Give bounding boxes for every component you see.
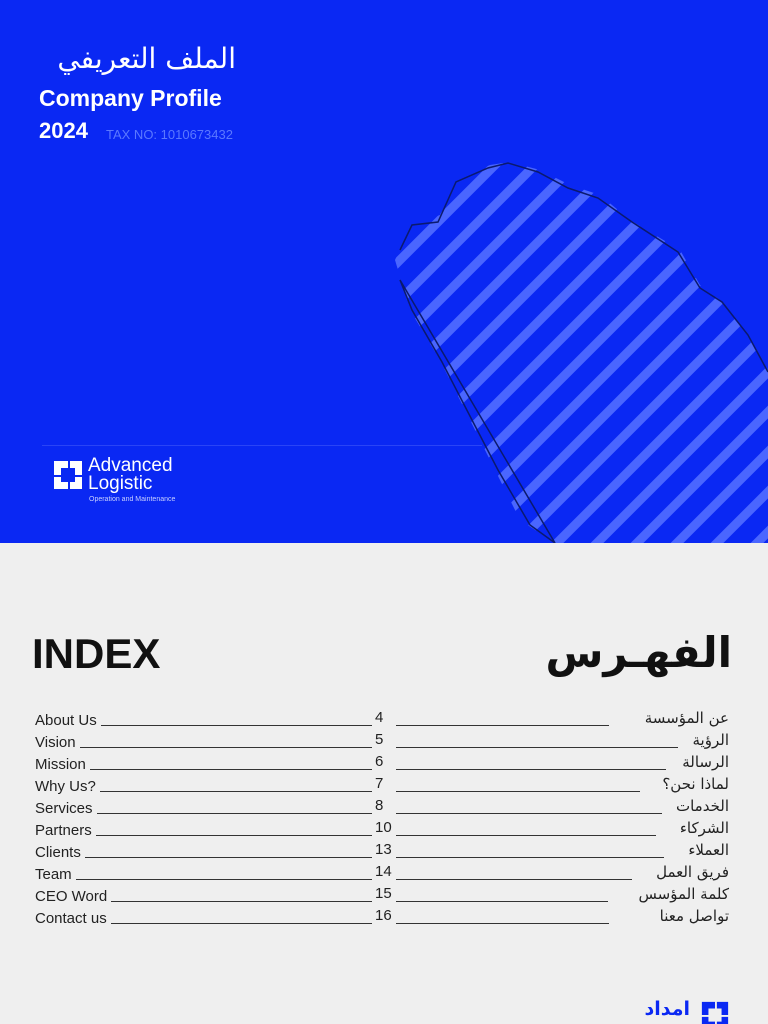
toc-row[interactable] bbox=[0, 841, 768, 863]
toc-label-english: CEO Word bbox=[35, 888, 111, 905]
title-english: Company Profile bbox=[39, 85, 222, 111]
logo-tagline: Operation and Maintenance bbox=[89, 496, 176, 503]
leader-line bbox=[396, 747, 678, 748]
toc-page-number: 15 bbox=[375, 885, 392, 902]
toc-label-arabic: الخدمات bbox=[675, 797, 729, 815]
leader-line bbox=[396, 813, 662, 814]
toc-page-number: 8 bbox=[375, 797, 384, 814]
company-logo bbox=[52, 457, 212, 509]
toc-row[interactable] bbox=[0, 775, 768, 797]
toc-page-number: 16 bbox=[375, 907, 392, 924]
toc-label-arabic: كلمة المؤسس bbox=[638, 885, 729, 903]
toc-page-number: 4 bbox=[375, 709, 384, 726]
toc-label-english: Mission bbox=[35, 756, 90, 773]
toc-page-number: 14 bbox=[375, 863, 392, 880]
toc-row[interactable] bbox=[0, 709, 768, 731]
cover-divider bbox=[42, 445, 482, 446]
toc-row[interactable] bbox=[0, 731, 768, 753]
leader-line bbox=[396, 725, 609, 726]
leader-line bbox=[396, 769, 666, 770]
toc-page-number: 13 bbox=[375, 841, 392, 858]
tax-number: TAX NO: 1010673432 bbox=[106, 127, 233, 142]
toc-label-arabic: الرسالة bbox=[682, 753, 729, 771]
leader-line bbox=[396, 791, 640, 792]
toc-row[interactable] bbox=[0, 863, 768, 885]
leader-line bbox=[396, 901, 608, 902]
toc-page-number: 5 bbox=[375, 731, 384, 748]
leader-line bbox=[35, 747, 372, 748]
toc-row[interactable] bbox=[0, 797, 768, 819]
toc-label-english: Team bbox=[35, 866, 76, 883]
index-title-arabic: الفهـرس bbox=[545, 628, 732, 677]
logo-text-advanced: Advanced bbox=[88, 455, 173, 476]
toc-label-english: Why Us? bbox=[35, 778, 100, 795]
toc-label-arabic: الرؤية bbox=[692, 731, 729, 749]
toc-label-arabic: الشركاء bbox=[679, 819, 729, 837]
logo-text-logistic: Logistic bbox=[88, 473, 153, 494]
toc-row[interactable] bbox=[0, 753, 768, 775]
toc-label-english: Services bbox=[35, 800, 97, 817]
toc-label-english: About Us bbox=[35, 712, 101, 729]
index-title-english: INDEX bbox=[32, 630, 161, 677]
leader-line bbox=[35, 857, 372, 858]
toc-page-number: 7 bbox=[375, 775, 384, 792]
year-label: 2024 bbox=[39, 118, 88, 143]
toc-label-arabic: العملاء bbox=[688, 841, 729, 859]
toc-label-arabic: فريق العمل bbox=[656, 863, 729, 881]
diagonal-stripes bbox=[140, 0, 768, 543]
toc-row[interactable] bbox=[0, 885, 768, 907]
footer-logo-text: امداد bbox=[644, 998, 690, 1020]
leader-line bbox=[396, 923, 609, 924]
leader-line bbox=[396, 857, 664, 858]
footer-logo bbox=[600, 998, 730, 1024]
toc-label-arabic: لماذا نحن؟ bbox=[662, 775, 729, 793]
toc-row[interactable] bbox=[0, 907, 768, 929]
toc-row[interactable] bbox=[0, 819, 768, 841]
toc-page-number: 6 bbox=[375, 753, 384, 770]
toc-label-english: Clients bbox=[35, 844, 85, 861]
leader-line bbox=[396, 835, 656, 836]
toc-label-english: Contact us bbox=[35, 910, 111, 927]
leader-line bbox=[35, 879, 372, 880]
title-arabic: الملف التعريفي bbox=[57, 42, 236, 75]
toc-label-english: Partners bbox=[35, 822, 96, 839]
logo-mark-icon bbox=[52, 459, 84, 491]
toc-label-arabic: عن المؤسسة bbox=[644, 709, 729, 727]
toc-page-number: 10 bbox=[375, 819, 392, 836]
toc-label-english: Vision bbox=[35, 734, 80, 751]
toc-label-arabic: تواصل معنا bbox=[659, 907, 729, 925]
leader-line bbox=[396, 879, 632, 880]
footer-logo-mark-icon bbox=[700, 1000, 730, 1024]
